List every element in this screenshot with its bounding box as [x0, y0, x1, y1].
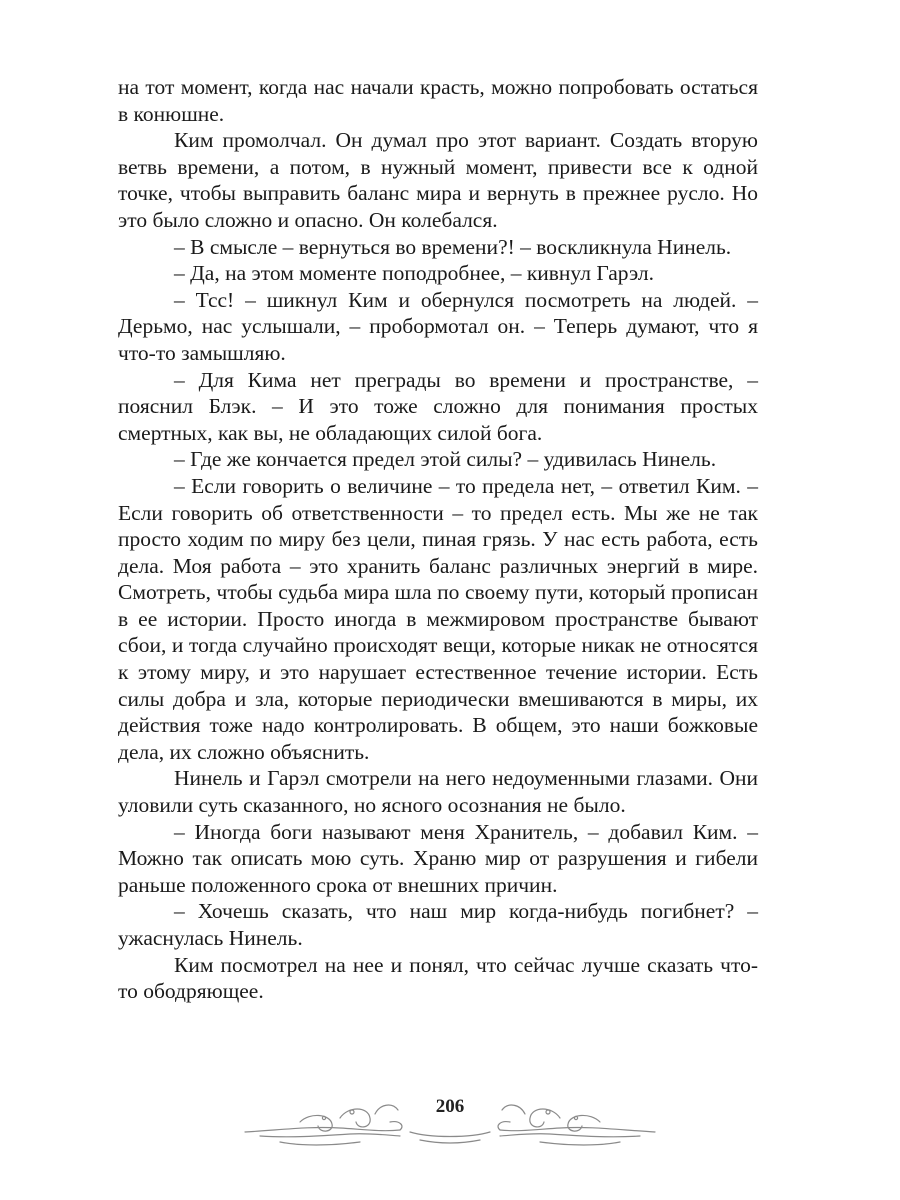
paragraph: – В смысле – вернуться во времени?! – воскликнула Нинель. [174, 234, 732, 259]
paragraph: – Где же кончается предел этой силы? – удивилась Нинель. [174, 447, 717, 472]
paragraph: – Тсс! – шикнул Ким и обернулся посмотреть на людей. – Дерьмо, нас услышали, – пробормотал он. – Теперь думают, что я что-то замышляю. [118, 287, 758, 365]
paragraph: – Для Кима нет преграды во времени и пространстве, – пояснил Блэк. – И это тоже сложно для понимания простых смертных, как вы, не обладающих силой бога. [118, 367, 758, 445]
paragraph: – Иногда боги называют меня Хранитель, – добавил Ким. – Можно так описать мою суть. Храню мир от разрушения и гибели раньше положенного срока от внешних причин. [118, 819, 758, 897]
paragraph: Ким посмотрел на нее и понял, что сейчас лучше сказать что-то ободряющее. [118, 952, 758, 1004]
paragraph: на тот момент, когда нас начали красть, можно попробовать остаться в конюшне. [118, 75, 758, 126]
page-number: 206 [435, 1096, 465, 1117]
body-text [118, 74, 758, 1005]
paragraph: – Хочешь сказать, что наш мир когда-нибудь погибнет? – ужаснулась Нинель. [118, 899, 758, 950]
paragraph: – Если говорить о величине – то предела нет, – ответил Ким. – Если говорить об ответственности – то предел есть. Мы же не так просто ходим по миру без цели, пиная грязь. У нас есть работа, есть дела. Моя работа – это хранить баланс различных энергий в мире. Смотреть, чтобы судьба мира шла по своему пути, который прописан в ее истории. Просто иногда в межмировом пространстве бывают сбои, и тогда случайно происходят вещи, которые никак не относятся к этому миру, и это нарушает естественное течение истории. Есть силы добра и зла, которые периодически вмешиваются в миры, их действия тоже надо контролировать. В общем, это наши божковые дела, их сложно объяснить. [118, 473, 758, 764]
paragraph: Нинель и Гарэл смотрели на него недоуменными глазами. Они уловили суть сказанного, но ясного осознания не было. [118, 766, 758, 818]
paragraph: – Да, на этом моменте поподробнее, – кивнул Гарэл. [174, 261, 655, 286]
page-footer [240, 1092, 660, 1152]
paragraph: Ким промолчал. Он думал про этот вариант. Создать вторую ветвь времени, а потом, в нужный момент, привести все к одной точке, чтобы выправить баланс мира и вернуть в прежнее русло. Но это было сложно и опасно. Он колебался. [118, 128, 758, 232]
